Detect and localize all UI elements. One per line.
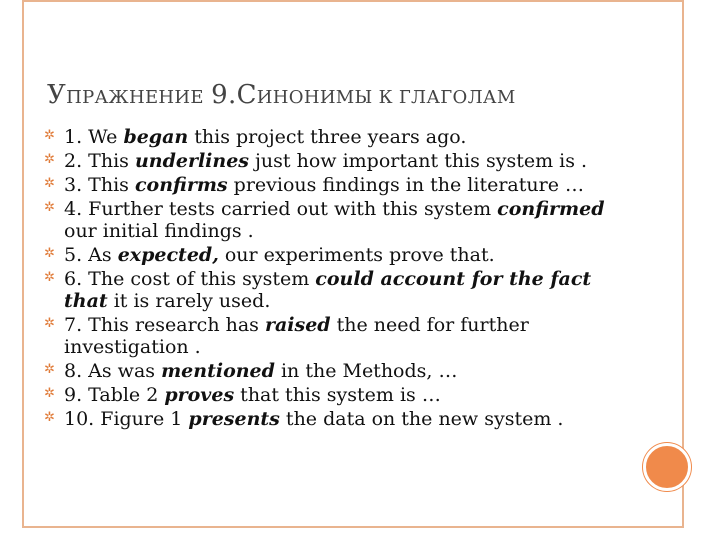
list-item [44, 384, 624, 406]
item-text: 3. This [64, 174, 135, 196]
item-text: 6. The cost of this system [64, 268, 316, 290]
keyword: could account for the fact that [64, 268, 592, 312]
list-item [44, 150, 624, 172]
list-item [44, 198, 624, 242]
item-text: our experiments prove that. [218, 244, 495, 266]
bullet-icon: ✲ [44, 128, 55, 143]
item-text: 10. Figure 1 [64, 408, 189, 430]
keyword: confirmed [497, 198, 605, 220]
keyword: proves [164, 384, 235, 406]
item-text: 9. Table 2 [64, 384, 165, 406]
item-text: in the Methods, … [274, 360, 458, 382]
keyword: confirms [134, 174, 228, 196]
title-rest2: ИНОНИМЫ К ГЛАГОЛАМ [256, 87, 516, 108]
item-text: 4. Further tests carried out with this system [64, 198, 498, 220]
title-cap2: С [236, 80, 257, 110]
list-item [44, 408, 624, 430]
list-item [44, 244, 624, 266]
bullet-icon: ✲ [44, 316, 55, 331]
item-text: previous findings in the literature … [227, 174, 584, 196]
keyword: presents [188, 408, 280, 430]
title-rest1: ПРАЖНЕНИЕ [66, 87, 204, 108]
item-text: 1. We [64, 126, 124, 148]
list-item [44, 314, 624, 358]
bullet-icon: ✲ [44, 270, 55, 285]
keyword: expected, [117, 244, 219, 266]
list-item [44, 360, 624, 382]
bullet-icon: ✲ [44, 246, 55, 261]
frame-line-bottom [22, 526, 682, 528]
keyword: began [123, 126, 189, 148]
exercise-list [44, 126, 624, 432]
item-text: the data on the new system . [279, 408, 564, 430]
slide-title [47, 80, 516, 110]
bullet-icon: ✲ [44, 362, 55, 377]
bullet-icon: ✲ [44, 152, 55, 167]
bullet-icon: ✲ [44, 410, 55, 425]
item-text: just how important this system is . [249, 150, 588, 172]
accent-circle [643, 443, 691, 491]
keyword: raised [264, 314, 331, 336]
bullet-icon: ✲ [44, 386, 55, 401]
item-text: our initial findings . [64, 220, 254, 242]
keyword: mentioned [161, 360, 275, 382]
title-number: 9. [211, 80, 237, 110]
item-text: 5. As [64, 244, 118, 266]
item-text: the need for further investigation . [64, 314, 529, 358]
bullet-icon: ✲ [44, 176, 55, 191]
frame-line-top [22, 0, 682, 2]
title-cap1: У [47, 80, 67, 110]
bullet-icon: ✲ [44, 200, 55, 215]
list-item [44, 126, 624, 148]
list-item [44, 174, 624, 196]
item-text: that this system is … [234, 384, 441, 406]
item-text: it is rarely used. [107, 290, 271, 312]
keyword: underlines [134, 150, 249, 172]
frame-line-left [22, 0, 24, 528]
item-text: 8. As was [64, 360, 162, 382]
item-text: 7. This research has [64, 314, 265, 336]
item-text: 2. This [64, 150, 135, 172]
list-item [44, 268, 624, 312]
item-text: this project three years ago. [188, 126, 467, 148]
